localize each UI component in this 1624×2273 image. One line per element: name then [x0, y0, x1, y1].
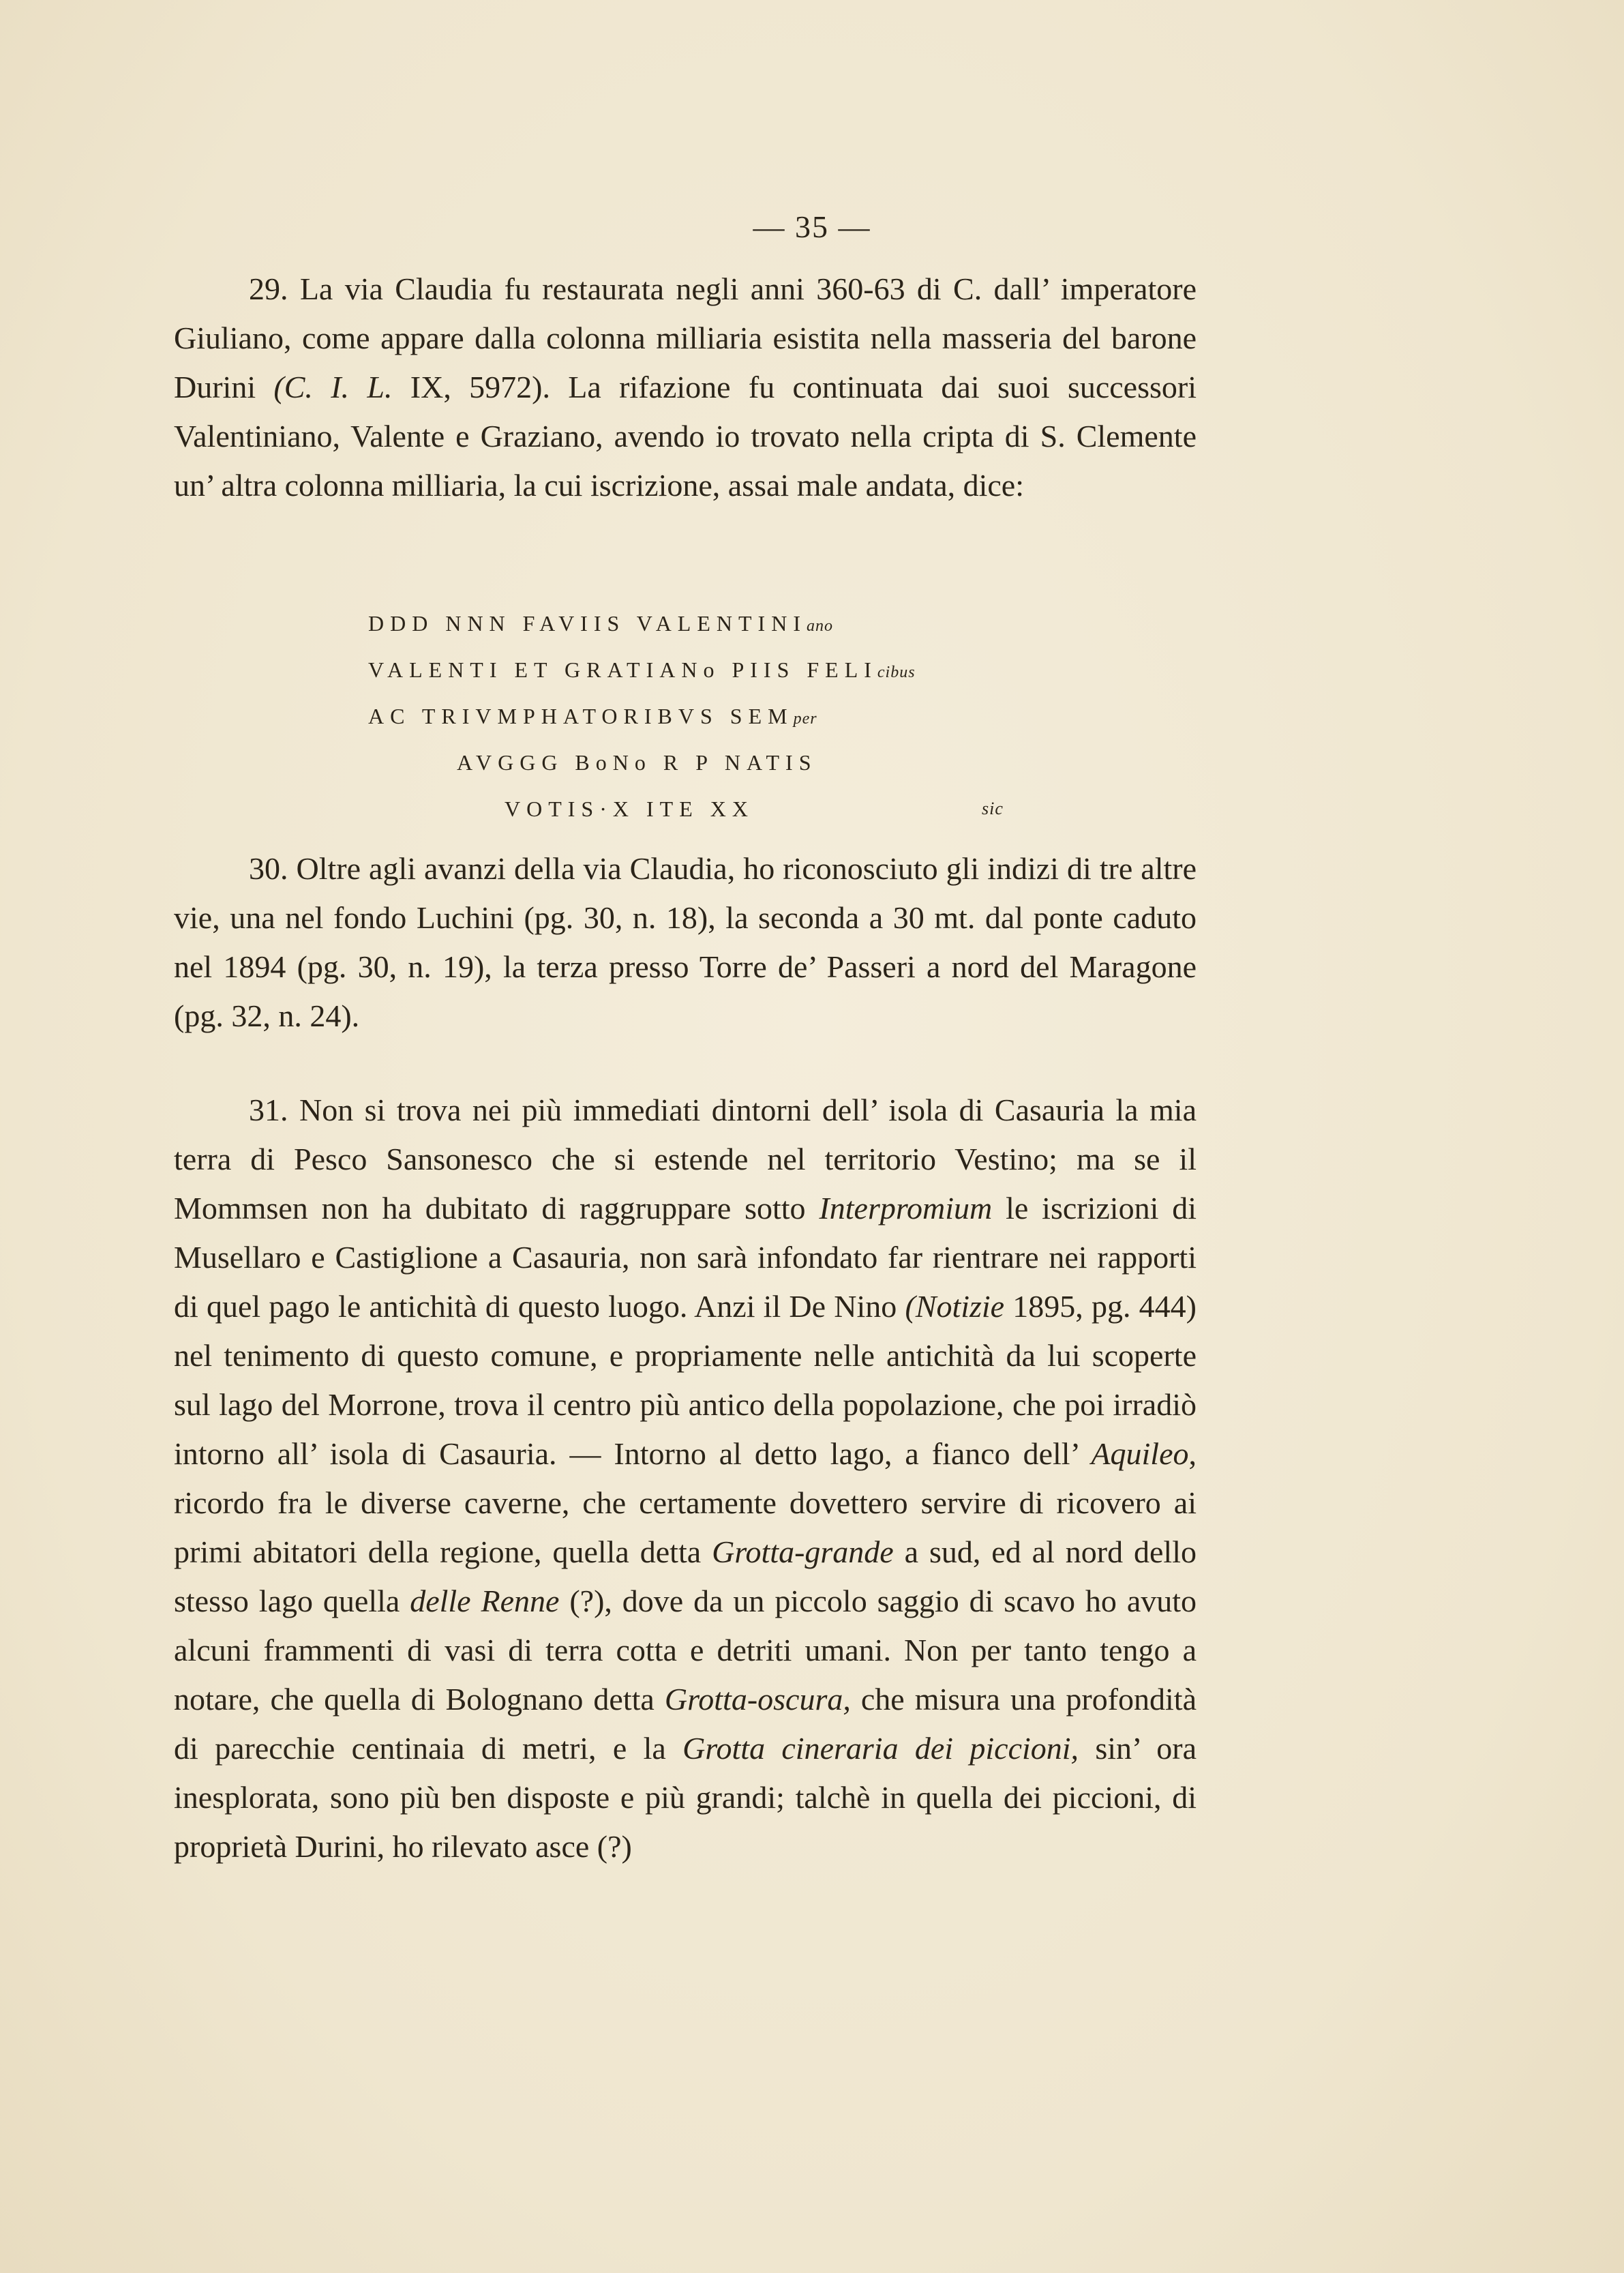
paragraph-text: Oltre agli avanzi della via Claudia, ho riconosciuto gli indizi di tre altre vie, una nel fondo Luchini (pg. 30, n. 18), la seconda a 30 mt. dal ponte caduto nel 1894 (pg. 30, n. 19), la terza presso Torre de’ Passeri a nord del Maragone (pg. 32, n. 24). — [174, 851, 1197, 1033]
paragraph-31-body — [174, 1086, 1197, 1871]
paragraph-text: (?), dove da un piccolo saggio di scavo ho avuto alcuni frammenti di vasi di terra cotta e detriti umani. Non per tanto tengo a notare, che quella di Bolognano detta — [174, 1584, 1197, 1717]
inscription-line — [368, 786, 1050, 832]
inscription-expansion: per — [793, 710, 817, 728]
italic-term: Grotta-oscura, — [664, 1682, 851, 1717]
paragraph-30-body — [174, 844, 1197, 1041]
paragraph-text: , ricordo fra le diverse caverne, che certamente dovettero servire di ricovero ai primi abitatori della regione, quella detta — [174, 1436, 1197, 1569]
paragraph-text: La via Claudia fu restaurata negli anni 360-63 di C. dall’ imperatore Giuliano, come appare dalla colonna milliaria esistita nella masseria del barone Durini — [174, 271, 1197, 404]
paragraph-29 — [174, 265, 1197, 510]
page-number: — 35 — — [753, 209, 871, 244]
inscription-expansion: cibus — [877, 664, 916, 681]
inscription-line — [368, 693, 1050, 739]
paragraph-29-body — [174, 265, 1197, 510]
paragraph-text: le iscrizioni di Musellaro e Castiglione a Casauria, non sarà infondato far rientrare nei rapporti di quel pago le antichità di questo luogo. Anzi il De Nino — [174, 1191, 1197, 1324]
inscription-text: VALENTI ET GRATIANo PIIS FELI — [368, 657, 877, 682]
inscription-expansion: ano — [806, 617, 833, 635]
inscription-text: VOTIS·X ITE XX — [505, 797, 754, 821]
paragraph-text: IX, 5972). La rifazione fu continuata dai suoi successori Valentiniano, Valente e Graziano, avendo io trovato nella cripta di S. Clemente un’ altra colonna milliaria, la cui iscrizione, assai male andata, dice: — [174, 370, 1197, 503]
inscription-block — [368, 600, 1050, 832]
paragraph-text: Non si trova nei più immediati dintorni dell’ isola di Casauria la mia terra di Pesco Sansonesco che si estende nel territorio Vestino; ma se il Mommsen non ha dubitato di raggruppare sotto — [174, 1093, 1197, 1225]
inscription-line — [368, 647, 1050, 693]
paragraph-text: sin’ ora inesplorata, sono più ben disposte e più grandi; talchè in quella dei piccioni, di proprietà Durini, ho rilevato asce (?) — [174, 1731, 1197, 1864]
paragraph-30 — [174, 844, 1197, 1041]
paragraph-text: 1895, pg. 444) nel tenimento di questo comune, e propriamente nelle antichità da lui scoperte sul lago del Morrone, trova il centro più antico della popolazione, che poi irradiò intorno all’ isola di Casauria. — Intorno al detto lago, a fianco dell’ — [174, 1289, 1197, 1471]
paragraph-number: 29. — [249, 271, 288, 306]
paragraph-31 — [174, 1086, 1197, 1871]
italic-term: delle Renne — [410, 1584, 560, 1618]
inscription-text: DDD NNN FAVIIS VALENTINI — [368, 611, 807, 636]
italic-term: Aquileo — [1091, 1436, 1189, 1471]
italic-term: (Notizie — [905, 1289, 1005, 1324]
paragraph-text: che misura una profondità di parecchie centinaia di metri, e la — [174, 1682, 1197, 1766]
inscription-line — [368, 600, 1050, 647]
paragraph-number: 31. — [249, 1093, 288, 1127]
inscription-text: AC TRIVMPHATORIBVS SEM — [368, 704, 794, 728]
inscription-line — [368, 739, 1050, 786]
italic-term: Grotta-grande — [712, 1534, 894, 1569]
italic-term: Interpromium — [819, 1191, 993, 1225]
inscription-text: AVGGG BoNo R P NATIS — [457, 750, 817, 775]
paragraph-number: 30. — [249, 851, 288, 886]
paragraph-text: a sud, ed al nord dello stesso lago quella — [174, 1534, 1197, 1618]
italic-term: Grotta cineraria dei piccioni, — [682, 1731, 1079, 1766]
sic-annotation: sic — [982, 799, 1004, 818]
citation: (C. I. L. — [273, 370, 393, 404]
